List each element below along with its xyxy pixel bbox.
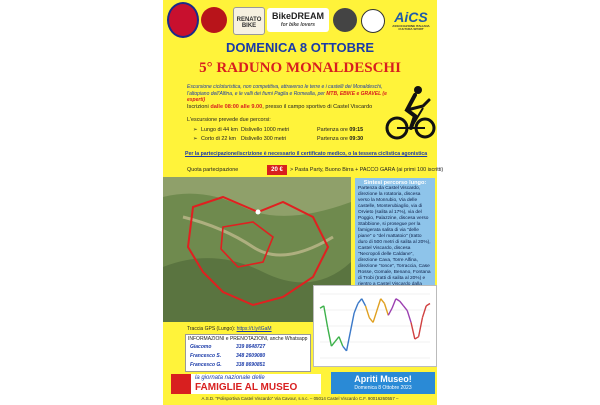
gps-track-link[interactable]: https://t.ly/tGaM <box>236 326 272 332</box>
route-start-time: 09:30 <box>349 136 364 142</box>
elevation-segment <box>415 337 419 339</box>
route-start <box>317 127 363 133</box>
elevation-segment <box>419 318 423 337</box>
footer-address: A.S.D. "Polisportiva Castel Viscardo" Via Cavour, s.n.c. – 05014 Castel Viscardo C.F. 90016260557 – <box>201 396 399 401</box>
elevation-segment <box>422 306 426 318</box>
route-elevation: Dislivello 1000 metri <box>241 127 290 133</box>
participation-fee <box>187 165 444 177</box>
registration-info <box>187 104 387 110</box>
contact-name: Francesco G. <box>190 362 222 368</box>
event-description <box>187 84 387 104</box>
event-date: DOMENICA 8 OTTOBRE <box>225 40 375 55</box>
elevation-segment <box>366 306 370 318</box>
elevation-segment <box>407 311 411 323</box>
elevation-segment <box>384 303 388 315</box>
elevation-segment <box>396 299 400 301</box>
registration-prefix: Iscrizioni <box>187 104 211 110</box>
fee-extras: > Pasta Party, Buono Birra + PACCO GARA (ai primi 100 iscritti) <box>290 167 444 173</box>
route-row <box>193 136 393 144</box>
contact-phone[interactable]: 339 8648727 <box>236 344 266 350</box>
renato-bike-logo-text: RENATO BIKE <box>236 17 262 29</box>
elevation-segment <box>358 299 362 304</box>
contact-name: Francesco S. <box>190 353 222 359</box>
iron-bike-logo <box>333 8 357 32</box>
apriti-museo-banner <box>331 372 435 394</box>
famiglie-al-museo-banner <box>171 374 321 394</box>
registration-hours: dalle 08:00 alle 9.00 <box>210 104 263 110</box>
contact-box <box>185 334 311 372</box>
elevation-segment <box>426 303 430 305</box>
elevation-segment <box>362 299 366 306</box>
bikedream-tagline: for bike lovers <box>280 22 316 28</box>
aics-logo <box>389 6 433 32</box>
famiglie-subtitle: la giornata nazionale delle <box>195 375 265 381</box>
apriti-museo-title: Apriti Museo! <box>354 374 412 384</box>
elevation-segment <box>373 311 377 323</box>
club-badge-logo <box>201 7 227 33</box>
famiglie-logo <box>171 374 191 394</box>
polisportiva-logo <box>167 2 199 38</box>
contact-name: Giacomo <box>190 344 212 350</box>
fee-amount-badge: 20 € <box>267 165 287 175</box>
renato-bike-logo <box>233 7 265 35</box>
route-row <box>193 127 393 135</box>
route-bullet: ➢ <box>193 136 198 142</box>
chart-series <box>320 299 430 351</box>
bikedream-logo-text: BikeDREAM <box>271 11 324 21</box>
registration-suffix: , presso il campo sportivo di Castel Viscardo <box>262 104 373 110</box>
description-text: Escursione cicloturistica, non competitiva, attraverso le terre e i castelli dei Monaldeschi, l'altopiano dell'Alfina, e le valli dei fiumi Paglia e Romealla, per <box>187 84 383 97</box>
bikedream-logo <box>267 8 329 32</box>
mountain-club-logo <box>361 9 385 33</box>
route-summary-box <box>355 178 435 299</box>
elevation-segment <box>377 299 381 311</box>
elevation-segment <box>354 303 358 312</box>
elevation-segment <box>347 332 351 351</box>
event-title: 5° RADUNO MONALDESCHI <box>199 60 401 76</box>
routes-intro: L'escursione prevede due percorsi: <box>187 117 271 123</box>
contact-phone[interactable]: 348 2609080 <box>236 353 266 359</box>
description-bike-types: MTB, EBIKE e GRAVEL (e esperti) <box>187 90 387 103</box>
elevation-segment <box>392 299 396 308</box>
aics-logo-text: AiCS <box>394 9 428 25</box>
fee-label: Quota partecipazione <box>187 167 239 173</box>
elevation-segment <box>388 308 392 315</box>
elevation-segment <box>324 306 328 327</box>
route-elevation: Dislivello 300 metri <box>241 136 287 142</box>
route-start <box>317 136 363 142</box>
contact-heading: INFORMAZIONI e PRENOTAZIONI, anche Whatsapp <box>188 336 308 342</box>
event-poster <box>163 0 444 405</box>
elevation-segment <box>339 337 343 346</box>
route-bullet: ➢ <box>193 127 198 133</box>
elevation-segment <box>335 337 339 342</box>
route-summary-text: Partenza da Castel Viscardo, direzione la rotatoria, discesa verso la Monrubio, Via delle castelle, Monterubiaglio, via di Orvieto (salita al 17%), via del Poggio, Palazzine, discesa verso Stabbione, si prosegue per la famigerata salita di via "delle piane" o "del mattatoio" (tratto duro di 500 metri di salita al 20%), Castel Viscardo, discesa "Necropoli delle Caldane", direzione Cava, Torre Alfina, direzione "Ionce", Torraccia, Case Rosse, Gomale, Benano, Fontana di Trobi (tratti di salita al 20%) e rientro a Castel Viscardo dalla salita del "Museo del cotto" (salita 17%) <box>358 186 431 299</box>
route-name: Corto di 22 km <box>201 136 237 142</box>
route-name: Lungo di 44 km <box>201 127 238 133</box>
elevation-segment <box>381 299 385 304</box>
contact-phone[interactable]: 338 8690851 <box>236 362 266 368</box>
gps-track-info <box>187 326 387 332</box>
elevation-segment <box>411 322 415 339</box>
medical-requirement-note: Per la partecipazione/iscrizione è necessario il certificato medico, o la tessera ciclistica agonistica <box>185 151 428 157</box>
famiglie-title: FAMIGLIE AL MUSEO <box>195 382 298 393</box>
route-summary-title: Sintesi percorso lungo: <box>363 180 427 186</box>
elevation-segment <box>369 318 373 323</box>
route-start-label: Partenza ore <box>317 136 350 142</box>
elevation-segment <box>400 301 404 306</box>
apriti-museo-date: Domenica 8 Ottobre 2023 <box>354 385 412 391</box>
gps-track-label: Traccia GPS (Lungo): <box>187 326 237 332</box>
route-start-label: Partenza ore <box>317 127 350 133</box>
route-start-time: 09:15 <box>349 127 364 133</box>
aics-logo-subtitle: ASSOCIAZIONE ITALIANA CULTURA SPORT <box>392 24 430 31</box>
